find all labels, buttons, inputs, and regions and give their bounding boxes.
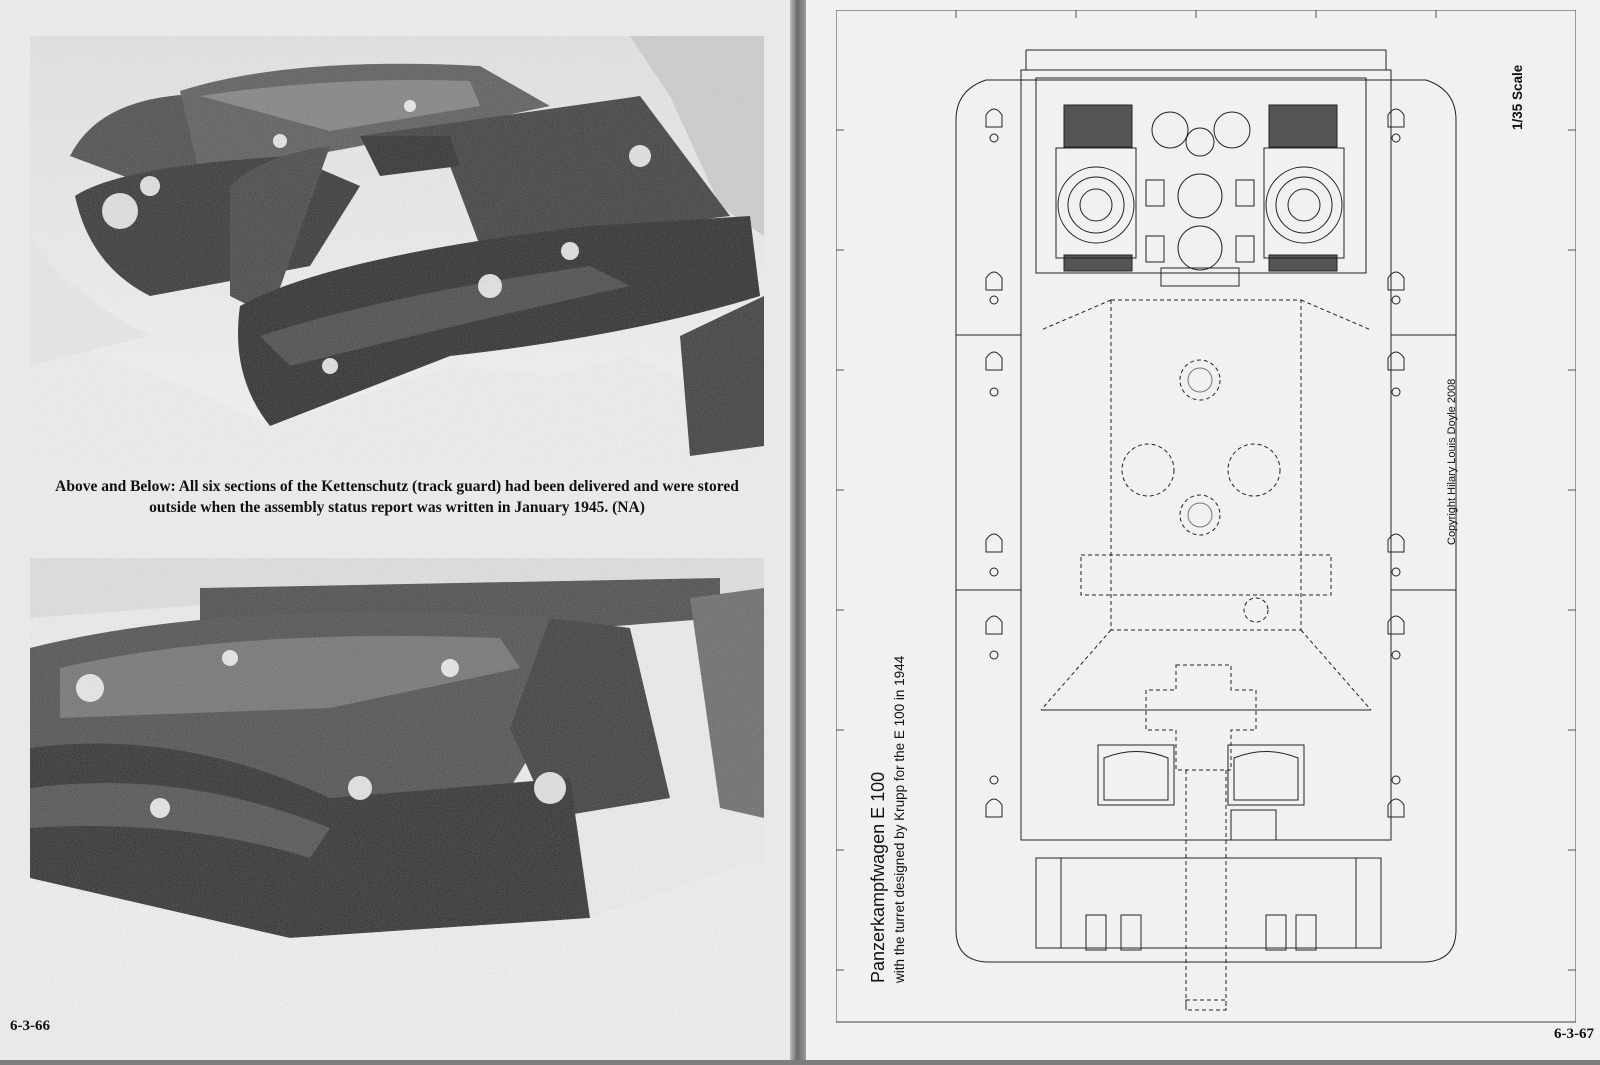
track-guard-photo-top-image [30, 36, 764, 469]
scale-label: 1/35 Scale [1510, 64, 1525, 130]
track-guard-photo-bottom-image [30, 558, 764, 1020]
drawing-subtitle: with the turret designed by Krupp for the E 100 in 1944 [892, 655, 907, 983]
right-page [806, 0, 1600, 1060]
drawing-title: Panzerkampfwagen E 100 [868, 771, 888, 983]
tank-plan-drawing [836, 10, 1576, 1030]
book-spine [790, 0, 806, 1060]
track-guard-photo-top [30, 36, 764, 469]
page-number-right: 6-3-67 [1554, 1026, 1594, 1042]
page-number-left: 6-3-66 [10, 1018, 50, 1034]
photo-caption: Above and Below: All six sections of the Kettenschutz (track guard) had been delivered and were stored outside when the assembly status report was written in January 1945. (NA) [55, 478, 739, 516]
left-page [0, 0, 790, 1060]
copyright-notice: Copyright Hilary Louis Doyle 2008 [1446, 378, 1458, 545]
track-guard-photo-bottom [30, 558, 764, 1020]
